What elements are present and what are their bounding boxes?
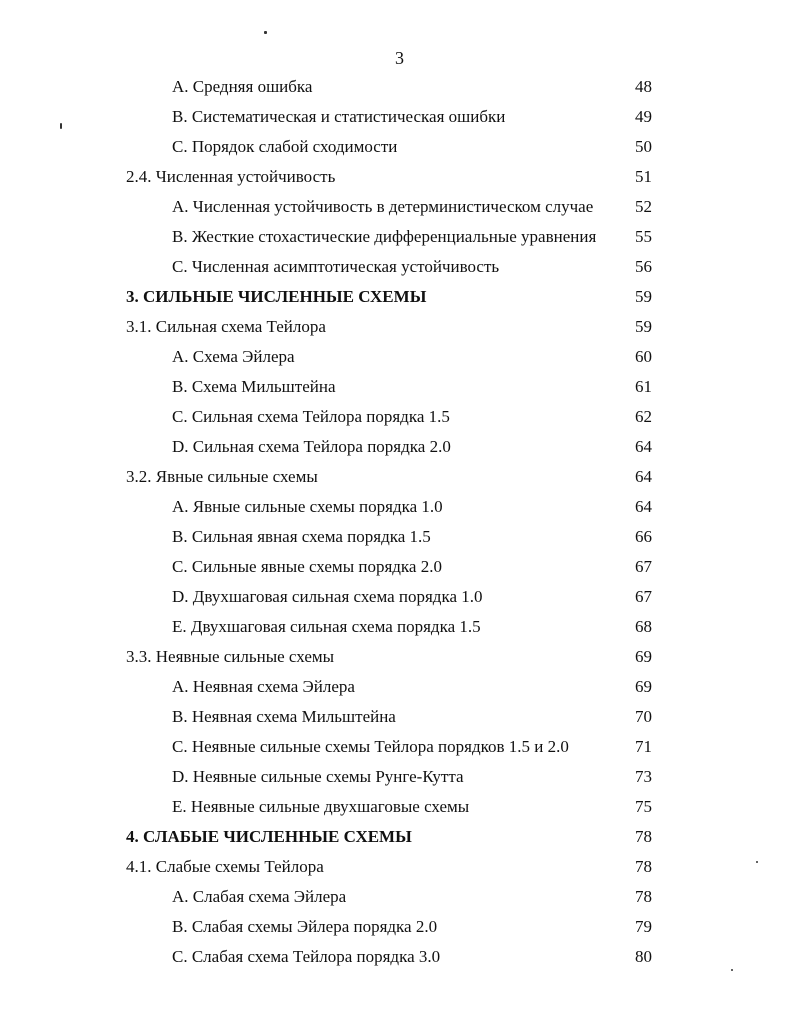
- toc-entry[interactable]: [0, 432, 799, 462]
- entry-title: B. Слабая схемы Эйлера порядка 2.0: [172, 917, 438, 936]
- entry-title: B. Неявная схема Мильштейна: [172, 707, 396, 726]
- entry-title: C. Порядок слабой сходимости: [172, 137, 398, 156]
- toc-entry[interactable]: [0, 732, 799, 762]
- toc-entry[interactable]: [0, 72, 799, 102]
- entry-page: 56: [635, 257, 652, 276]
- entry-title: D. Двухшаговая сильная схема порядка 1.0: [172, 587, 483, 606]
- chapter-title: 4. СЛАБЫЕ ЧИСЛЕННЫЕ СХЕМЫ: [126, 827, 412, 846]
- entry-title: 2.4. Численная устойчивость: [126, 167, 336, 186]
- chapter-title: 3. СИЛЬНЫЕ ЧИСЛЕННЫЕ СХЕМЫ: [126, 287, 427, 306]
- toc-entry[interactable]: [0, 582, 799, 612]
- toc-entry[interactable]: [0, 552, 799, 582]
- entry-title: A. Явные сильные схемы порядка 1.0: [172, 497, 443, 516]
- entry-page: 59: [635, 287, 652, 306]
- entry-title: A. Неявная схема Эйлера: [172, 677, 355, 696]
- scan-speck: [264, 31, 267, 34]
- toc-entry[interactable]: [0, 222, 799, 252]
- entry-page: 78: [635, 887, 652, 906]
- entry-title: A. Средняя ошибка: [172, 77, 313, 96]
- entry-page: 49: [635, 107, 652, 126]
- entry-page: 67: [635, 557, 652, 576]
- entry-page: 71: [635, 737, 652, 756]
- entry-page: 69: [635, 647, 652, 666]
- toc-chapter[interactable]: [0, 822, 799, 852]
- entry-page: 61: [635, 377, 652, 396]
- toc-entry[interactable]: [0, 252, 799, 282]
- entry-page: 64: [635, 467, 652, 486]
- toc-entry[interactable]: [0, 102, 799, 132]
- entry-title: 3.3. Неявные сильные схемы: [126, 647, 335, 666]
- toc-entry[interactable]: [0, 492, 799, 522]
- entry-page: 75: [635, 797, 652, 816]
- toc-entry[interactable]: [0, 612, 799, 642]
- toc-entry[interactable]: [0, 402, 799, 432]
- entry-page: 60: [635, 347, 652, 366]
- entry-page: 48: [635, 77, 652, 96]
- entry-title: C. Неявные сильные схемы Тейлора порядков 1.5 и 2.0: [172, 737, 569, 756]
- entry-page: 64: [635, 437, 652, 456]
- toc-entry[interactable]: [0, 372, 799, 402]
- entry-title: A. Схема Эйлера: [172, 347, 295, 366]
- toc-entry[interactable]: [0, 762, 799, 792]
- entry-title: D. Сильная схема Тейлора порядка 2.0: [172, 437, 451, 456]
- entry-title: C. Сильные явные схемы порядка 2.0: [172, 557, 442, 576]
- entry-title: 4.1. Слабые схемы Тейлора: [126, 857, 324, 876]
- toc-entry[interactable]: [0, 522, 799, 552]
- toc-entry[interactable]: [0, 702, 799, 732]
- toc-entry[interactable]: [0, 342, 799, 372]
- entry-title: C. Сильная схема Тейлора порядка 1.5: [172, 407, 450, 426]
- entry-page: 52: [635, 197, 652, 216]
- entry-page: 67: [635, 587, 652, 606]
- entry-page: 64: [635, 497, 652, 516]
- entry-title: E. Неявные сильные двухшаговые схемы: [172, 797, 470, 816]
- entry-page: 79: [635, 917, 652, 936]
- entry-page: 69: [635, 677, 652, 696]
- entry-page: 73: [635, 767, 652, 786]
- toc-entry[interactable]: [0, 792, 799, 822]
- table-of-contents: [0, 72, 799, 972]
- toc-entry[interactable]: [0, 852, 799, 882]
- toc-entry[interactable]: [0, 132, 799, 162]
- toc-entry[interactable]: [0, 642, 799, 672]
- entry-title: E. Двухшаговая сильная схема порядка 1.5: [172, 617, 481, 636]
- toc-entry[interactable]: [0, 912, 799, 942]
- entry-title: B. Систематическая и статистическая ошибки: [172, 107, 506, 126]
- entry-title: 3.1. Сильная схема Тейлора: [126, 317, 326, 336]
- entry-title: D. Неявные сильные схемы Рунге-Кутта: [172, 767, 464, 786]
- entry-page: 62: [635, 407, 652, 426]
- entry-page: 70: [635, 707, 652, 726]
- page-number: 3: [395, 48, 404, 68]
- toc-entry[interactable]: [0, 942, 799, 972]
- toc-entry[interactable]: [0, 312, 799, 342]
- entry-title: B. Сильная явная схема порядка 1.5: [172, 527, 431, 546]
- entry-title: A. Слабая схема Эйлера: [172, 887, 347, 906]
- entry-page: 68: [635, 617, 652, 636]
- entry-page: 51: [635, 167, 652, 186]
- entry-page: 50: [635, 137, 652, 156]
- entry-title: B. Жесткие стохастические дифференциальные уравнения: [172, 227, 597, 246]
- entry-title: B. Схема Мильштейна: [172, 377, 336, 396]
- entry-title: C. Численная асимптотическая устойчивость: [172, 257, 500, 276]
- entry-title: 3.2. Явные сильные схемы: [126, 467, 318, 486]
- entry-page: 55: [635, 227, 652, 246]
- entry-page: 80: [635, 947, 652, 966]
- entry-page: 66: [635, 527, 652, 546]
- entry-page: 78: [635, 827, 652, 846]
- toc-entry[interactable]: [0, 192, 799, 222]
- toc-entry[interactable]: [0, 882, 799, 912]
- toc-chapter[interactable]: [0, 282, 799, 312]
- entry-page: 59: [635, 317, 652, 336]
- toc-entry[interactable]: [0, 162, 799, 192]
- toc-entry[interactable]: [0, 672, 799, 702]
- entry-title: C. Слабая схема Тейлора порядка 3.0: [172, 947, 441, 966]
- toc-entry[interactable]: [0, 462, 799, 492]
- entry-page: 78: [635, 857, 652, 876]
- entry-title: A. Численная устойчивость в детерминистическом случае: [172, 197, 594, 216]
